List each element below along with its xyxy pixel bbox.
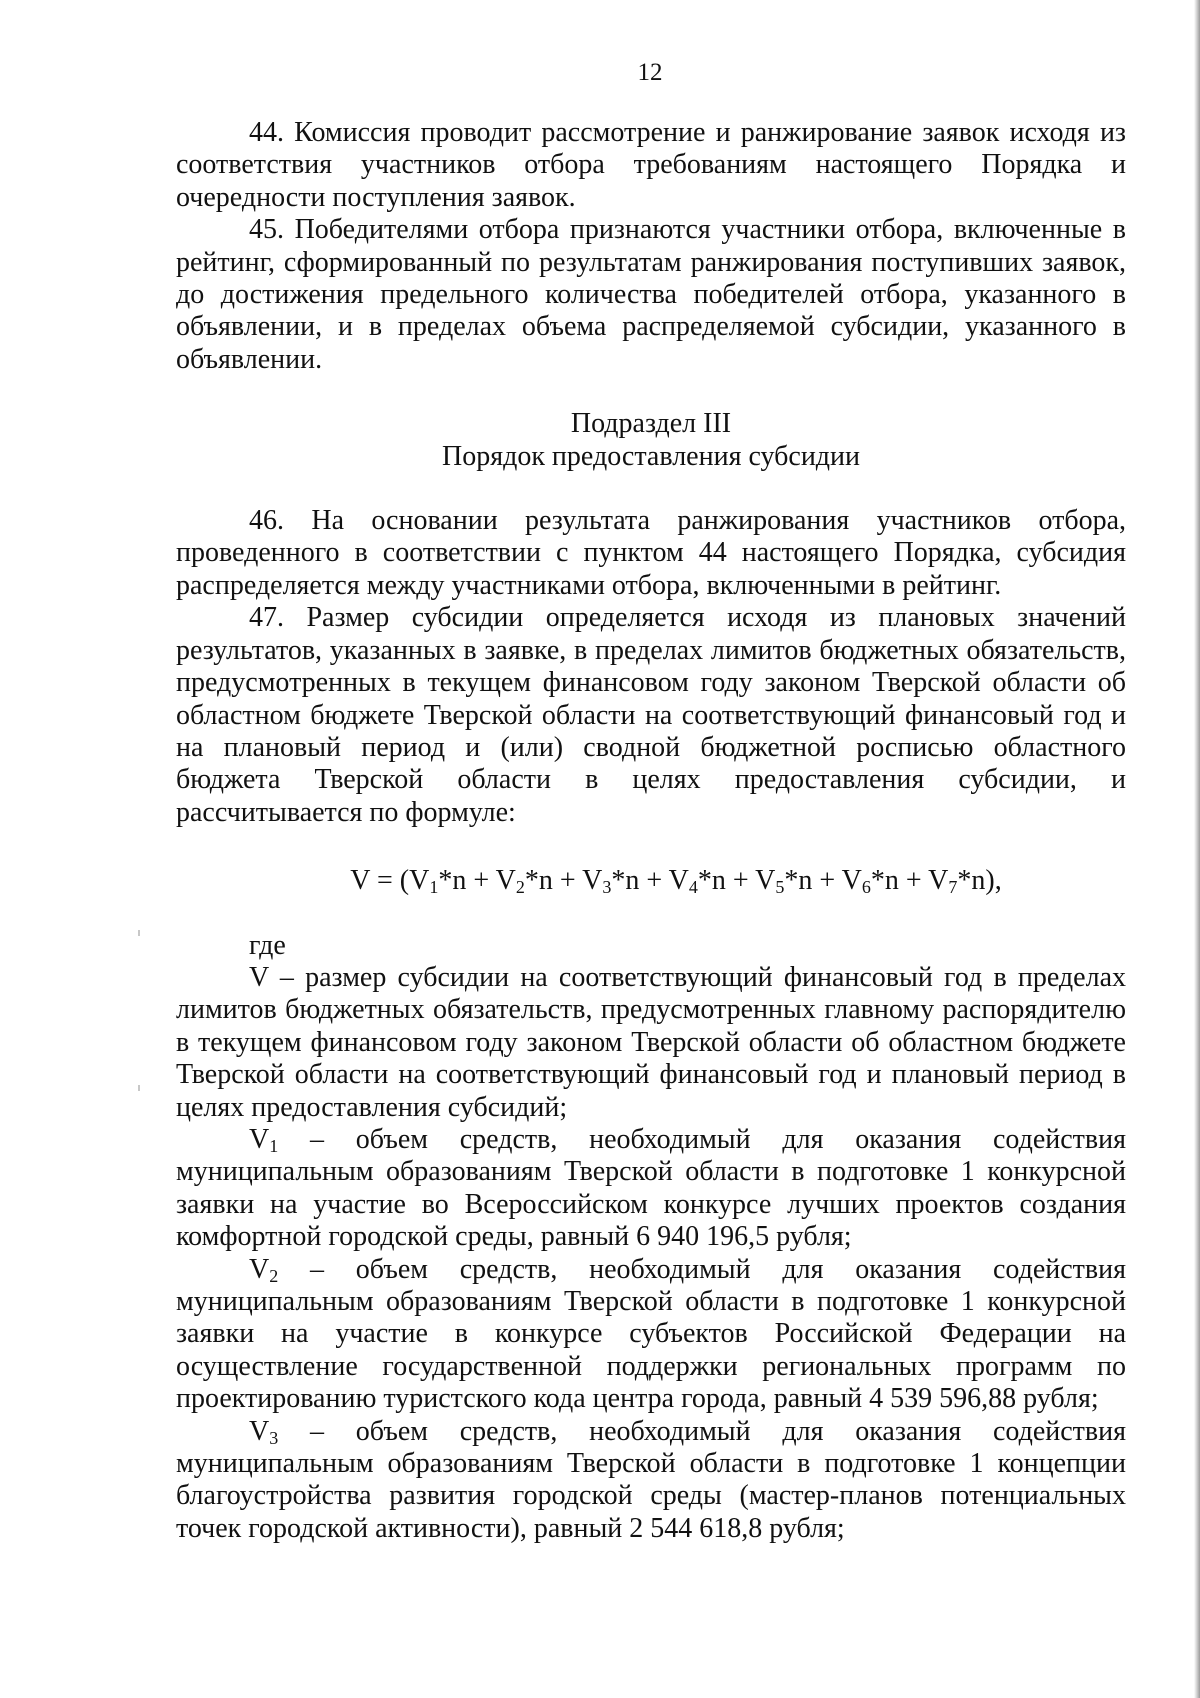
formula-tail-3: *n + V <box>611 865 689 897</box>
paragraph-45: 45. Победителями отбора признаются участники отбора, включенные в рейтинг, сформированный по результатам ранжирования поступивших заявок, до достижения предельного количества победителей отбора, указанного в объявлении, и в пределах объема распределяемой субсидии, указанного в объявлении. <box>176 214 1126 375</box>
formula-sub-1: 1 <box>429 877 439 898</box>
subsidy-formula <box>176 865 1126 897</box>
paragraph-44: 44. Комиссия проводит рассмотрение и ранжирование заявок исходя из соответствия участников отбора требованиям настоящего Порядка и очередности поступления заявок. <box>176 117 1126 213</box>
scan-edge-shadow <box>1194 0 1200 1698</box>
v1-text: – объем средств, необходимый для оказания содействия муниципальным образованиям Тверской области в подготовке 1 конкурсной заявки на участие во Всероссийском конкурсе лучших проектов создания комфортной городской среды, равный 6 940 196,5 рубля; <box>176 1123 1126 1253</box>
v3-subscript: 3 <box>269 1427 279 1448</box>
v2-symbol: V <box>249 1253 270 1285</box>
formula-sub-2: 2 <box>515 877 525 898</box>
scan-speck <box>138 1085 140 1091</box>
definition-v3 <box>176 1416 1126 1546</box>
formula-sub-7: 7 <box>948 877 958 898</box>
v1-symbol: V <box>249 1123 270 1155</box>
formula-sub-3: 3 <box>602 877 612 898</box>
formula-tail-6: *n + V <box>870 865 949 897</box>
page-number: 12 <box>637 59 663 86</box>
paragraph-47: 47. Размер субсидии определяется исходя из плановых значений результатов, указанных в заявке, в пределах лимитов бюджетных обязательств, предусмотренных в текущем финансовом году законом Тверской области об областном бюджете Тверской области на соответствующий финансовый год и на плановый период и (или) сводной бюджетной росписью областного бюджета Тверской области в целях предоставления субсидии, и рассчитывается по формуле: <box>176 602 1126 828</box>
v3-symbol: V <box>249 1415 270 1447</box>
v1-subscript: 1 <box>269 1135 279 1156</box>
v2-subscript: 2 <box>269 1265 279 1286</box>
formula-sub-5: 5 <box>775 877 785 898</box>
v2-text: – объем средств, необходимый для оказания содействия муниципальным образованиям Тверской области в подготовке 1 конкурсной заявки на участие в конкурсе субъектов Российской Федерации на осуществление государственной поддержки региональных программ по проектированию туристского кода центра города, равный 4 539 596,88 рубля; <box>176 1253 1126 1415</box>
formula-tail-1: *n + V <box>438 865 516 897</box>
formula-tail-2: *n + V <box>524 865 603 897</box>
formula-tail-4: *n + V <box>697 865 776 897</box>
where-label: где <box>249 929 286 961</box>
formula-tail-7: *n), <box>957 865 1002 897</box>
section-subtitle: Порядок предоставления субсидии <box>441 440 861 472</box>
formula-sub-6: 6 <box>861 877 871 898</box>
paragraph-46: 46. На основании результата ранжирования участников отбора, проведенного в соответствии с пунктом 44 настоящего Порядка, субсидия распределяется между участниками отбора, включенными в рейтинг. <box>176 505 1126 601</box>
definition-v1 <box>176 1124 1126 1254</box>
formula-sub-4: 4 <box>688 877 698 898</box>
formula-tail-5: *n + V <box>784 865 862 897</box>
document-body <box>176 117 1126 1545</box>
formula-lhs: V = (V <box>350 865 430 897</box>
definition-v2 <box>176 1254 1126 1416</box>
definition-v: V – размер субсидии на соответствующий финансовый год в пределах лимитов бюджетных обязательств, предусмотренных главному распорядителю в текущем финансовом году законом Тверской области об областном бюджете Тверской области на соответствующий финансовый год и плановый период в целях предоставления субсидий; <box>176 961 1126 1123</box>
scan-speck <box>138 930 140 936</box>
section-title: Подраздел III <box>570 408 732 440</box>
v3-text: – объем средств, необходимый для оказания содействия муниципальным образованиям Тверской области в подготовке 1 концепции благоустройства развития городской среды (мастер-планов потенциальных точек городской активности), равный 2 544 618,8 рубля; <box>176 1415 1126 1544</box>
